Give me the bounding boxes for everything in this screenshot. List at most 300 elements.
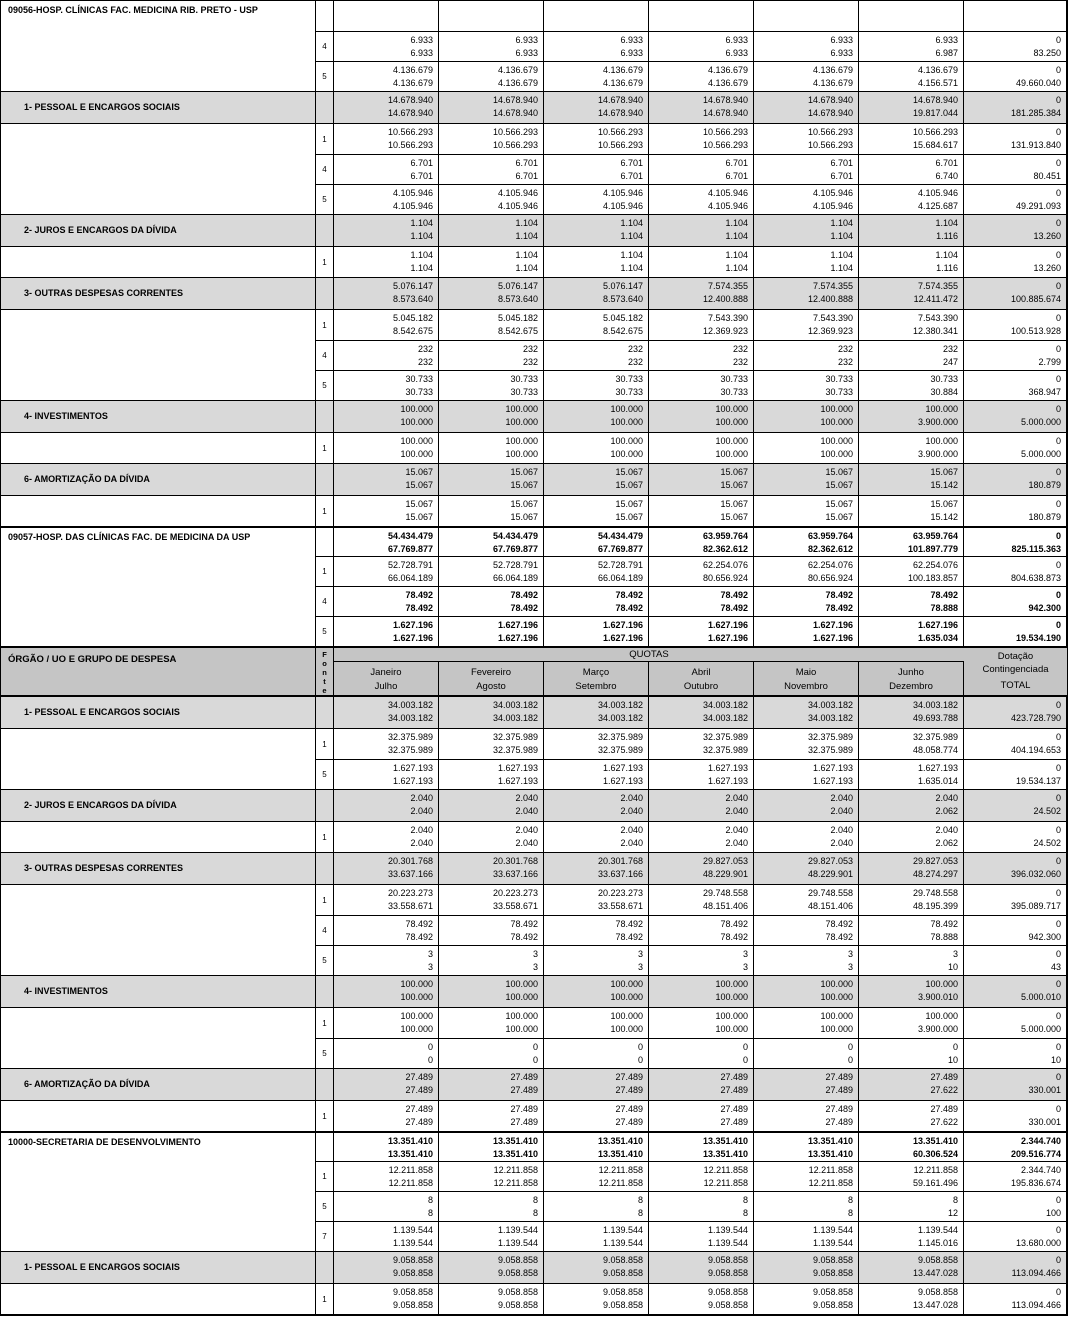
value-second-half: 3 (637, 962, 643, 972)
value-second-half: 59.161.496 (912, 1178, 958, 1188)
quota-cell (859, 310, 964, 340)
value-second-half: 49.291.093 (1015, 201, 1061, 211)
value-second-half: 27.489 (405, 1117, 433, 1127)
group-row (1, 1068, 1067, 1101)
value-first-half: 9.058.858 (602, 1255, 643, 1265)
value-second-half: 942.300 (1028, 603, 1061, 613)
value-first-half: 6.701 (410, 158, 433, 168)
value-second-half: 48.058.774 (912, 745, 958, 755)
value-first-half: 0 (1055, 1225, 1061, 1235)
value-first-half: 13.351.410 (807, 1136, 853, 1146)
value-first-half: 9.058.858 (812, 1287, 853, 1297)
value-first-half: 78.492 (825, 590, 853, 600)
value-first-half: 1.104 (620, 250, 643, 260)
value-second-half: 1.627.193 (392, 776, 433, 786)
quota-cell (649, 697, 754, 728)
total-cell (964, 31, 1067, 61)
value-second-half: 209.516.774 (1010, 1149, 1061, 1159)
quota-cell (544, 370, 649, 400)
value-first-half: 27.489 (720, 1072, 748, 1082)
quota-cell (439, 92, 544, 123)
value-second-half (754, 16, 853, 29)
value-second-half: 13.351.410 (807, 1149, 853, 1159)
group-label: 4- INVESTIMENTOS (1, 976, 316, 1007)
value-first-half: 0 (1055, 949, 1061, 959)
value-second-half: 27.489 (405, 1085, 433, 1095)
group-row (1, 214, 1067, 247)
value-first-half: 0 (1055, 1042, 1061, 1052)
value-first-half: 1.104 (410, 218, 433, 228)
value-first-half: 62.254.076 (912, 560, 958, 570)
fonte-letter: e (322, 686, 327, 695)
value-second-half: 5.000.000 (1020, 449, 1061, 459)
value-first-half: 100.000 (715, 1011, 748, 1021)
section-label: 09057-HOSP. DAS CLÍNICAS FAC. DE MEDICINA DA USP (1, 528, 316, 556)
value-second-half: 33.558.671 (387, 901, 433, 911)
fonte-spacer (316, 1069, 334, 1100)
value-first-half: 27.489 (615, 1104, 643, 1114)
value-second-half: 4.136.679 (812, 78, 853, 88)
value-second-half: 396.032.060 (1010, 869, 1061, 879)
value-first-half: 6.933 (935, 35, 958, 45)
value-first-half: 8 (427, 1195, 433, 1205)
quota-cell (754, 464, 859, 495)
value-second-half: 4.136.679 (392, 78, 433, 88)
value-second-half: 9.058.858 (812, 1300, 853, 1310)
value-first-half: 2.344.740 (1020, 1165, 1061, 1175)
quota-cell (544, 729, 649, 759)
quota-cell (754, 616, 859, 646)
fonte-spacer (316, 401, 334, 432)
value-second-half: 4.105.946 (392, 201, 433, 211)
section-row (1, 1, 1067, 31)
quota-cell (439, 401, 544, 432)
value-second-half: 3 (847, 962, 853, 972)
value-first-half: 1.104 (515, 218, 538, 228)
value-second-half: 15.067 (720, 480, 748, 490)
value-second-half: 14.678.940 (702, 108, 748, 118)
value-second-half: 78.492 (720, 603, 748, 613)
value-second-half: 27.489 (720, 1117, 748, 1127)
quota-cell (544, 885, 649, 915)
fonte-value: 5 (316, 370, 334, 400)
value-second-half: 67.769.877 (387, 544, 433, 554)
value-second-half: 181.285.384 (1010, 108, 1061, 118)
quota-cell (754, 586, 859, 616)
value-second-half: 9.058.858 (602, 1268, 643, 1278)
value-second-half: 67.769.877 (492, 544, 538, 554)
quota-cell (649, 1191, 754, 1221)
value-second-half: 12.211.858 (808, 1178, 853, 1188)
value-first-half: 9.058.858 (812, 1255, 853, 1265)
quota-cell (754, 976, 859, 1007)
quota-cell (334, 278, 439, 309)
quota-cell (859, 822, 964, 852)
value-first-half: 2.040 (830, 793, 853, 803)
quota-cell (649, 92, 754, 123)
quota-cell (754, 184, 859, 214)
value-second-half: 330.001 (1028, 1117, 1061, 1127)
value-first-half: 78.492 (720, 919, 748, 929)
quota-cell (544, 1, 649, 31)
value-first-half: 10.566.293 (597, 127, 643, 137)
quota-cell (439, 370, 544, 400)
quota-cell (334, 401, 439, 432)
value-second-half: 9.058.858 (392, 1268, 433, 1278)
total-cell (964, 586, 1067, 616)
value-first-half: 54.434.479 (492, 531, 538, 541)
value-second-half: 1.104 (830, 231, 853, 241)
value-first-half: 78.492 (615, 590, 643, 600)
value-first-half: 0 (1055, 856, 1061, 866)
value-first-half: 4.105.946 (707, 188, 748, 198)
total-cell (964, 1252, 1067, 1283)
value-first-half: 1.627.196 (707, 620, 748, 630)
value-second-half: 6.987 (935, 48, 958, 58)
value-first-half: 4.105.946 (497, 188, 538, 198)
fonte-spacer (316, 215, 334, 246)
total-cell (964, 1008, 1067, 1038)
quota-cell (859, 401, 964, 432)
value-second-half: 2.799 (1038, 357, 1061, 367)
value-second-half: 10.566.293 (387, 140, 433, 150)
value-second-half: 232 (522, 357, 538, 367)
value-first-half: 10.566.293 (702, 127, 748, 137)
group-row (1, 277, 1067, 310)
total-cell (964, 92, 1067, 123)
quota-cell (754, 915, 859, 945)
value-second-half: 78.492 (615, 932, 643, 942)
total-label: TOTAL (1000, 680, 1031, 691)
quota-cell (859, 215, 964, 246)
value-second-half: 9.058.858 (707, 1300, 748, 1310)
fonte-value: 7 (316, 1221, 334, 1251)
fonte-row (1, 885, 1067, 915)
value-first-half: 13.351.410 (492, 1136, 538, 1146)
value-second-half: 14.678.940 (387, 108, 433, 118)
value-first-half: 6.701 (830, 158, 853, 168)
value-second-half: 34.003.182 (597, 713, 643, 723)
label-spacer (1, 154, 316, 184)
value-first-half: 20.301.768 (597, 856, 643, 866)
value-first-half: 1.104 (935, 218, 958, 228)
label-spacer (1, 370, 316, 400)
quota-cell (544, 464, 649, 495)
value-second-half: 0 (637, 1055, 643, 1065)
quotas-header-group (334, 648, 964, 695)
value-second-half: 4.105.946 (497, 201, 538, 211)
value-first-half: 9.058.858 (602, 1287, 643, 1297)
value-first-half: 1.139.544 (917, 1225, 958, 1235)
value-second-half: 66.064.189 (387, 573, 433, 583)
label-spacer (1, 124, 316, 154)
quota-cell (754, 556, 859, 586)
value-first-half: 0 (1055, 1104, 1061, 1114)
value-second-half: 78.492 (510, 932, 538, 942)
quota-cell (439, 1252, 544, 1283)
fonte-row (1, 370, 1067, 400)
fonte-row (1, 184, 1067, 214)
quota-cell (334, 976, 439, 1007)
value-first-half: 15.067 (720, 467, 748, 477)
total-cell (964, 1101, 1067, 1131)
group-label: 1- PESSOAL E ENCARGOS SOCIAIS (1, 92, 316, 123)
fonte-row (1, 1284, 1067, 1314)
value-second-half: 9.058.858 (812, 1268, 853, 1278)
quota-cell (439, 1, 544, 31)
quota-cell (439, 278, 544, 309)
value-second-half: 100.885.674 (1010, 294, 1061, 304)
dotacao-label-line2: Contingenciada (982, 664, 1049, 675)
value-second-half: 10 (1050, 1055, 1061, 1065)
value-first-half: 100.000 (820, 404, 853, 414)
value-second-half: 32.375.989 (597, 745, 643, 755)
quota-cell (649, 215, 754, 246)
value-second-half: 0 (742, 1055, 748, 1065)
value-first-half: 12.211.858 (388, 1165, 433, 1175)
value-second-half: 825.115.363 (1011, 544, 1061, 554)
quota-cell (334, 247, 439, 277)
value-second-half: 10.566.293 (807, 140, 853, 150)
value-second-half: 4.156.571 (917, 78, 958, 88)
value-first-half: 20.223.273 (597, 888, 643, 898)
value-second-half: 15.067 (825, 480, 853, 490)
quota-cell (334, 697, 439, 728)
value-first-half: 1.627.193 (497, 763, 538, 773)
value-second-half: 12.369.923 (702, 326, 748, 336)
value-second-half: 4.105.946 (602, 201, 643, 211)
quota-cell (649, 1038, 754, 1068)
fonte-row (1, 1038, 1067, 1068)
value-first-half: 52.728.791 (597, 560, 643, 570)
value-second-half: 2.040 (725, 806, 748, 816)
value-first-half: 32.375.989 (597, 732, 643, 742)
value-first-half: 0 (1055, 65, 1061, 75)
label-spacer (1, 61, 316, 91)
quota-cell (649, 278, 754, 309)
value-second-half: 247 (942, 357, 958, 367)
quota-cell (439, 1133, 544, 1161)
value-first-half: 27.489 (825, 1104, 853, 1114)
quota-cell (754, 1, 859, 31)
quota-cell (544, 976, 649, 1007)
total-cell (964, 370, 1067, 400)
value-second-half: 6.933 (725, 48, 748, 58)
value-first-half: 100.000 (400, 979, 433, 989)
value-first-half: 78.492 (930, 919, 958, 929)
quota-cell (859, 124, 964, 154)
value-first-half: 0 (1055, 793, 1061, 803)
section-row (1, 526, 1067, 556)
quota-cell (334, 586, 439, 616)
value-first-half: 100.000 (925, 1011, 958, 1021)
quota-cell (544, 310, 649, 340)
quota-cell (649, 310, 754, 340)
value-second-half: 2.040 (515, 838, 538, 848)
value-second-half: 6.933 (515, 48, 538, 58)
value-second-half: 19.534.190 (1015, 633, 1061, 643)
quota-cell (649, 616, 754, 646)
quota-cell (544, 184, 649, 214)
value-first-half: 13.351.410 (387, 1136, 433, 1146)
value-first-half: 15.067 (930, 499, 958, 509)
value-first-half: 7.574.355 (917, 281, 958, 291)
quota-cell (859, 31, 964, 61)
fonte-row (1, 822, 1067, 852)
quota-cell (859, 278, 964, 309)
value-second-half: 33.637.166 (597, 869, 643, 879)
value-first-half: 13.351.410 (912, 1136, 958, 1146)
value-second-half: 49.660.040 (1015, 78, 1061, 88)
quota-cell (439, 340, 544, 370)
quota-cell (649, 433, 754, 463)
fonte-value: 1 (316, 124, 334, 154)
label-spacer (1, 616, 316, 646)
quota-cell (334, 310, 439, 340)
value-second-half: 404.194.653 (1010, 745, 1061, 755)
value-second-half: 30.884 (930, 387, 958, 397)
value-first-half: 2.040 (620, 825, 643, 835)
quota-cell (439, 1069, 544, 1100)
quota-cell (649, 1133, 754, 1161)
value-second-half: 33.637.166 (387, 869, 433, 879)
quota-cell (859, 340, 964, 370)
value-second-half: 100.000 (505, 449, 538, 459)
fonte-value: 5 (316, 759, 334, 789)
value-second-half: 27.489 (720, 1085, 748, 1095)
fonte-value: 1 (316, 729, 334, 759)
value-first-half (544, 3, 643, 16)
quota-cell (439, 215, 544, 246)
value-first-half: 1.104 (935, 250, 958, 260)
value-second-half: 1.627.193 (602, 776, 643, 786)
value-second-half: 8.573.640 (602, 294, 643, 304)
value-first-half: 15.067 (615, 499, 643, 509)
value-first-half: 0 (1055, 35, 1061, 45)
value-second-half: 1.145.016 (917, 1238, 958, 1248)
value-first-half: 1.627.196 (602, 620, 643, 630)
value-second-half (544, 16, 643, 29)
quota-cell (334, 915, 439, 945)
value-second-half: 13.351.410 (702, 1149, 748, 1159)
value-second-half: 12.411.472 (913, 294, 958, 304)
quota-cell (859, 853, 964, 884)
value-second-half (649, 16, 748, 29)
quota-cell (334, 31, 439, 61)
value-second-half: 8 (532, 1208, 538, 1218)
quota-cell (859, 1191, 964, 1221)
value-first-half: 5.076.147 (392, 281, 433, 291)
section-row (1, 1131, 1067, 1161)
quota-cell (754, 1161, 859, 1191)
value-first-half: 2.040 (410, 825, 433, 835)
value-first-half: 0 (847, 1042, 853, 1052)
value-first-half: 0 (1055, 127, 1061, 137)
value-first-half: 0 (1055, 313, 1061, 323)
quota-cell (439, 433, 544, 463)
value-second-half: 1.104 (410, 231, 433, 241)
group-label: 2- JUROS E ENCARGOS DA DÍVIDA (1, 790, 316, 821)
fonte-value: 5 (316, 1038, 334, 1068)
value-second-half: 48.229.901 (702, 869, 748, 879)
value-first-half: 0 (1055, 531, 1061, 541)
fonte-row (1, 1221, 1067, 1251)
fonte-column-header (316, 648, 334, 695)
fonte-letter: o (322, 659, 327, 668)
value-second-half: 1.104 (725, 263, 748, 273)
quota-cell (544, 1191, 649, 1221)
value-second-half: 78.888 (930, 603, 958, 613)
quota-cell (754, 370, 859, 400)
quota-cell (859, 1252, 964, 1283)
quota-cell (334, 1133, 439, 1161)
quota-cell (649, 915, 754, 945)
value-first-half: 0 (532, 1042, 538, 1052)
quota-cell (859, 1161, 964, 1191)
quota-cell (439, 61, 544, 91)
value-second-half: 2.040 (410, 806, 433, 816)
value-first-half: 3 (742, 949, 748, 959)
value-second-half: 48.274.297 (912, 869, 958, 879)
quota-cell (439, 31, 544, 61)
value-first-half: 0 (1055, 281, 1061, 291)
value-second-half: 2.040 (725, 838, 748, 848)
value-first-half: 0 (1055, 979, 1061, 989)
label-spacer (1, 310, 316, 340)
total-cell (964, 247, 1067, 277)
quota-cell (859, 92, 964, 123)
quota-cell (544, 1161, 649, 1191)
quota-cell (754, 154, 859, 184)
quota-cell (439, 616, 544, 646)
quota-cell (334, 1161, 439, 1191)
value-first-half: 1.104 (410, 250, 433, 260)
value-first-half: 34.003.182 (492, 700, 538, 710)
value-first-half: 232 (417, 344, 433, 354)
quota-cell (544, 759, 649, 789)
quota-cell (334, 1221, 439, 1251)
value-second-half (334, 16, 433, 29)
label-spacer (1, 1101, 316, 1131)
fonte-letter: F (322, 650, 327, 659)
quota-cell (859, 915, 964, 945)
value-second-half: 232 (417, 357, 433, 367)
quota-cell (334, 759, 439, 789)
value-first-half (859, 3, 958, 16)
value-first-half: 20.301.768 (492, 856, 538, 866)
value-first-half: 29.827.053 (807, 856, 853, 866)
value-second-half: 100.513.928 (1010, 326, 1061, 336)
quota-cell (859, 154, 964, 184)
value-first-half: 3 (952, 949, 958, 959)
quota-cell (544, 945, 649, 975)
quota-cell (334, 945, 439, 975)
value-first-half: 0 (1055, 1255, 1061, 1265)
table-title: ÓRGÃO / UO E GRUPO DE DESPESA (1, 648, 316, 695)
value-second-half: 2.040 (620, 806, 643, 816)
value-first-half: 29.748.558 (912, 888, 958, 898)
value-first-half: 0 (1055, 590, 1061, 600)
value-second-half: 12.400.888 (807, 294, 853, 304)
value-second-half: 180.879 (1028, 512, 1061, 522)
value-second-half: 78.492 (615, 603, 643, 613)
value-second-half: 13.260 (1033, 231, 1061, 241)
value-first-half: 1.104 (620, 218, 643, 228)
label-spacer (1, 556, 316, 586)
value-first-half: 100.000 (505, 404, 538, 414)
value-second-half: 2.040 (830, 838, 853, 848)
value-first-half: 20.301.768 (387, 856, 433, 866)
